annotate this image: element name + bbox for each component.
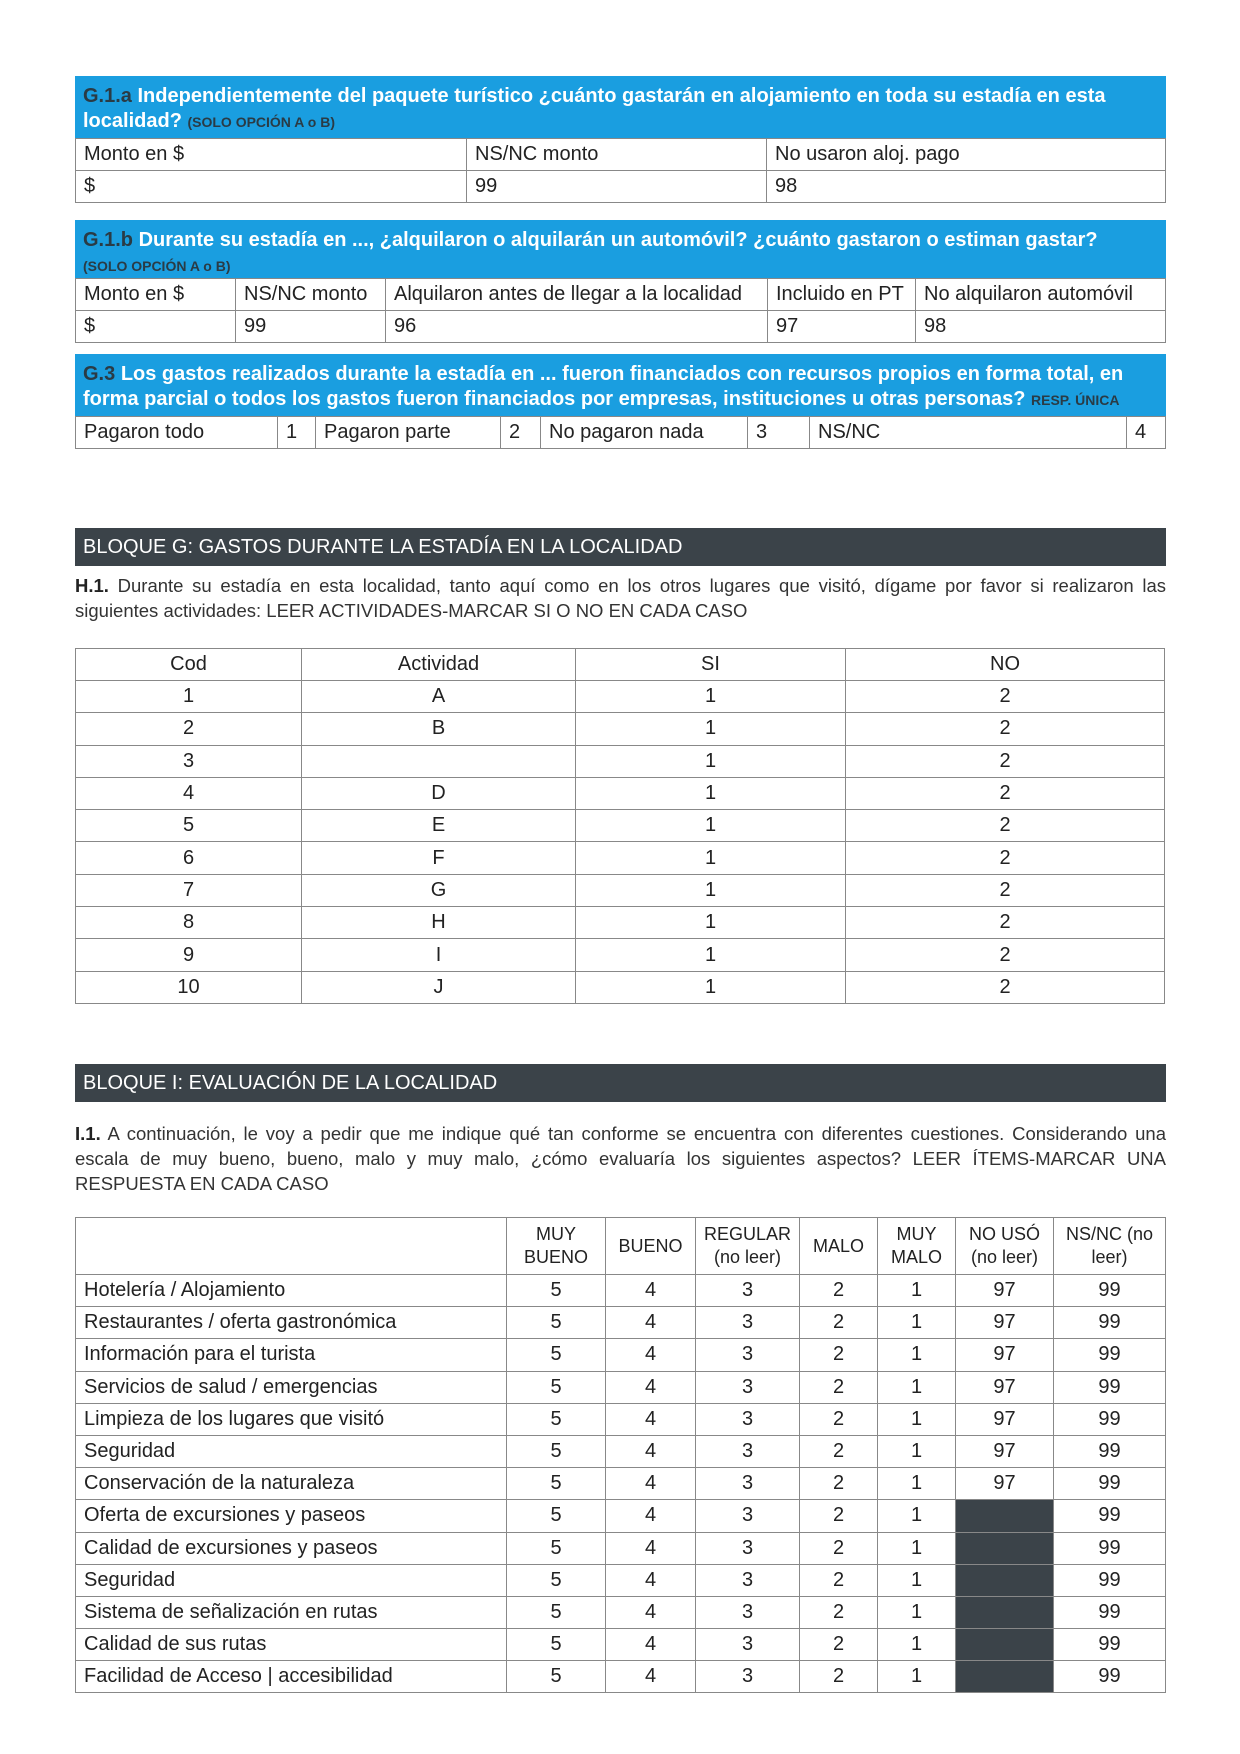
eval-option[interactable]: 97 [956,1403,1054,1435]
eval-option[interactable]: 2 [800,1596,878,1628]
eval-option[interactable]: 2 [800,1500,878,1532]
activity-name: B [302,713,576,745]
g1a-header-cell: No usaron aloj. pago [767,139,1166,171]
eval-option[interactable]: 99 [1054,1661,1166,1693]
g1a-header-cell: Monto en $ [76,139,467,171]
activity-si[interactable]: 1 [576,777,846,809]
eval-item: Limpieza de los lugares que visitó [76,1403,507,1435]
eval-option[interactable]: 1 [878,1403,956,1435]
eval-item: Facilidad de Acceso | accesibilidad [76,1661,507,1693]
h1-code: H.1. [75,575,109,596]
eval-option[interactable]: 3 [696,1339,800,1371]
eval-option[interactable]: 2 [800,1339,878,1371]
g1b-question-header [75,220,1166,278]
activities-row [76,777,1165,809]
activity-no[interactable]: 2 [846,810,1165,842]
eval-option[interactable]: 1 [878,1275,956,1307]
eval-option[interactable]: 3 [696,1532,800,1564]
g3-option-code[interactable]: 2 [501,417,541,449]
eval-option[interactable]: 97 [956,1435,1054,1467]
eval-option[interactable]: 1 [878,1596,956,1628]
eval-option[interactable]: 4 [606,1371,696,1403]
evaluation-rows [76,1275,1166,1693]
activity-si[interactable]: 1 [576,939,846,971]
eval-row [76,1307,1166,1339]
activities-header: Actividad [302,649,576,681]
eval-option[interactable]: 5 [507,1371,606,1403]
eval-option[interactable]: 5 [507,1500,606,1532]
eval-header: MUY MALO [878,1218,956,1275]
g3-option-label: NS/NC [810,417,1127,449]
eval-disabled-cell [956,1564,1054,1596]
eval-option[interactable]: 5 [507,1596,606,1628]
g1a-table [75,138,1166,203]
eval-option[interactable]: 4 [606,1403,696,1435]
eval-option[interactable]: 5 [507,1339,606,1371]
eval-option[interactable]: 99 [1054,1564,1166,1596]
eval-item: Hotelería / Alojamiento [76,1275,507,1307]
g3-option-code[interactable]: 1 [278,417,316,449]
g1b-header-cell: Monto en $ [76,279,236,311]
eval-row [76,1500,1166,1532]
activity-no[interactable]: 2 [846,777,1165,809]
g3-option-code[interactable]: 4 [1127,417,1166,449]
eval-option[interactable]: 2 [800,1532,878,1564]
g1b-value-cell[interactable]: 97 [768,311,916,343]
eval-option[interactable]: 4 [606,1339,696,1371]
activity-name: G [302,874,576,906]
activity-name [302,745,576,777]
activity-name: A [302,681,576,713]
eval-row [76,1339,1166,1371]
eval-option[interactable]: 4 [606,1532,696,1564]
eval-option[interactable]: 99 [1054,1629,1166,1661]
eval-option[interactable]: 3 [696,1403,800,1435]
eval-option[interactable]: 1 [878,1500,956,1532]
eval-disabled-cell [956,1532,1054,1564]
g1b-header-cell: Incluido en PT [768,279,916,311]
activities-row [76,810,1165,842]
activity-name: D [302,777,576,809]
eval-option[interactable]: 99 [1054,1307,1166,1339]
activity-no[interactable]: 2 [846,681,1165,713]
activity-no[interactable]: 2 [846,842,1165,874]
g1b-header-cell: NS/NC monto [236,279,386,311]
eval-option[interactable]: 4 [606,1468,696,1500]
eval-option[interactable]: 4 [606,1435,696,1467]
eval-option[interactable]: 97 [956,1275,1054,1307]
activity-si[interactable]: 1 [576,842,846,874]
activity-cod: 8 [76,907,302,939]
eval-option[interactable]: 5 [507,1532,606,1564]
eval-option[interactable]: 99 [1054,1275,1166,1307]
eval-row [76,1403,1166,1435]
activities-header: Cod [76,649,302,681]
eval-option[interactable]: 1 [878,1629,956,1661]
eval-row [76,1564,1166,1596]
eval-option[interactable]: 5 [507,1468,606,1500]
g1b-code: G.1.b [83,229,134,251]
activity-si[interactable]: 1 [576,907,846,939]
eval-item: Calidad de sus rutas [76,1629,507,1661]
eval-option[interactable]: 1 [878,1468,956,1500]
activity-no[interactable]: 2 [846,874,1165,906]
block-g-header: BLOQUE G: GASTOS DURANTE LA ESTADÍA EN LA LOCALIDAD [75,528,1166,566]
eval-option[interactable]: 5 [507,1435,606,1467]
activities-row [76,713,1165,745]
eval-item: Conservación de la naturaleza [76,1468,507,1500]
eval-option[interactable]: 99 [1054,1596,1166,1628]
eval-option[interactable]: 3 [696,1596,800,1628]
eval-option[interactable]: 1 [878,1661,956,1693]
eval-option[interactable]: 2 [800,1468,878,1500]
activity-cod: 3 [76,745,302,777]
activities-row [76,907,1165,939]
eval-header: MUY BUENO [507,1218,606,1275]
activity-si[interactable]: 1 [576,713,846,745]
eval-option[interactable]: 3 [696,1661,800,1693]
i1-text: A continuación, le voy a pedir que me indique qué tan conforme se encuentra con diferentes cuestiones. Considerando una escala de muy bueno, bueno, malo y muy malo, ¿cómo evaluaría los siguientes aspectos? LEER ÍTEMS-MARCAR UNA RESPUESTA EN CADA CASO [75,1123,1166,1194]
activity-cod: 10 [76,971,302,1003]
activity-cod: 2 [76,713,302,745]
i1-code: I.1. [75,1123,101,1144]
g3-question: Los gastos realizados durante la estadía en ... fueron financiados con recursos propios en forma total, en forma parcial o todos los gastos fueron financiados por empresas, instituciones u otras personas? [83,363,1124,410]
g1b-question: Durante su estadía en ..., ¿alquilaron o alquilarán un automóvil? ¿cuánto gastaron o estiman gastar? [138,229,1098,251]
h1-question [75,573,1166,623]
eval-header: NO USÓ (no leer) [956,1218,1054,1275]
activity-cod: 4 [76,777,302,809]
eval-row [76,1275,1166,1307]
activities-header: NO [846,649,1165,681]
eval-option[interactable]: 5 [507,1661,606,1693]
eval-option[interactable]: 1 [878,1532,956,1564]
activity-name: F [302,842,576,874]
g3-code: G.3 [83,363,116,385]
g1a-question: Independientemente del paquete turístico ¿cuánto gastarán en alojamiento en toda su estadía en esta localidad? [83,85,1106,132]
eval-row [76,1661,1166,1693]
g1b-value-cell[interactable]: 99 [236,311,386,343]
activity-cod: 1 [76,681,302,713]
g1a-value-cell[interactable]: $ [76,171,467,203]
eval-header-blank [76,1218,507,1275]
eval-option[interactable]: 1 [878,1339,956,1371]
activities-row [76,745,1165,777]
eval-option[interactable]: 2 [800,1435,878,1467]
eval-option[interactable]: 4 [606,1596,696,1628]
eval-option[interactable]: 1 [878,1307,956,1339]
eval-option[interactable]: 99 [1054,1468,1166,1500]
g1a-value-cell[interactable]: 98 [767,171,1166,203]
eval-disabled-cell [956,1596,1054,1628]
eval-item: Información para el turista [76,1339,507,1371]
activities-row [76,971,1165,1003]
activities-row [76,681,1165,713]
activities-row [76,939,1165,971]
eval-option[interactable]: 5 [507,1629,606,1661]
eval-option[interactable]: 2 [800,1275,878,1307]
eval-option[interactable]: 5 [507,1275,606,1307]
eval-item: Sistema de señalización en rutas [76,1596,507,1628]
eval-row [76,1596,1166,1628]
eval-item: Seguridad [76,1435,507,1467]
eval-option[interactable]: 3 [696,1629,800,1661]
g3-question-header [75,354,1166,416]
eval-option[interactable]: 97 [956,1371,1054,1403]
g3-option-code[interactable]: 3 [748,417,810,449]
eval-option[interactable]: 99 [1054,1403,1166,1435]
activity-si[interactable]: 1 [576,874,846,906]
eval-disabled-cell [956,1500,1054,1532]
evaluation-table [75,1217,1166,1693]
eval-row [76,1435,1166,1467]
eval-option[interactable]: 2 [800,1661,878,1693]
activity-si[interactable]: 1 [576,971,846,1003]
block-i-header: BLOQUE I: EVALUACIÓN DE LA LOCALIDAD [75,1064,1166,1102]
g1a-question-header [75,76,1166,138]
activity-no[interactable]: 2 [846,713,1165,745]
g1b-value-cell[interactable]: 98 [916,311,1166,343]
eval-option[interactable]: 99 [1054,1500,1166,1532]
g1a-header-cell: NS/NC monto [467,139,767,171]
eval-header: NS/NC (no leer) [1054,1218,1166,1275]
activities-table [75,648,1165,1004]
eval-item: Servicios de salud / emergencias [76,1371,507,1403]
activity-cod: 7 [76,874,302,906]
g3-option-label: Pagaron parte [316,417,501,449]
eval-item: Seguridad [76,1564,507,1596]
activity-name: J [302,971,576,1003]
eval-option[interactable]: 3 [696,1468,800,1500]
eval-option[interactable]: 5 [507,1564,606,1596]
eval-option[interactable]: 2 [800,1403,878,1435]
eval-option[interactable]: 4 [606,1500,696,1532]
eval-option[interactable]: 4 [606,1564,696,1596]
g3-note: RESP. ÚNICA [1031,392,1120,408]
h1-text: Durante su estadía en esta localidad, tanto aquí como en los otros lugares que visitó, dígame por favor si realizaron las siguientes actividades: LEER ACTIVIDADES-MARCAR SI O NO EN CADA CASO [75,575,1166,621]
i1-question [75,1121,1166,1196]
g1a-code: G.1.a [83,85,132,107]
activity-name: E [302,810,576,842]
eval-option[interactable]: 3 [696,1371,800,1403]
eval-option[interactable]: 2 [800,1307,878,1339]
g1b-value-cell[interactable]: 96 [386,311,768,343]
activity-no[interactable]: 2 [846,907,1165,939]
activity-si[interactable]: 1 [576,681,846,713]
eval-option[interactable]: 2 [800,1629,878,1661]
g1a-note: (SOLO OPCIÓN A o B) [187,114,335,130]
eval-option[interactable]: 4 [606,1275,696,1307]
eval-header: MALO [800,1218,878,1275]
eval-option[interactable]: 3 [696,1307,800,1339]
eval-option[interactable]: 99 [1054,1532,1166,1564]
eval-option[interactable]: 5 [507,1307,606,1339]
g3-table [75,416,1166,449]
eval-option[interactable]: 3 [696,1275,800,1307]
eval-item: Restaurantes / oferta gastronómica [76,1307,507,1339]
eval-option[interactable]: 2 [800,1564,878,1596]
activity-no[interactable]: 2 [846,745,1165,777]
eval-option[interactable]: 3 [696,1435,800,1467]
g1b-note: (SOLO OPCIÓN A o B) [83,258,231,274]
eval-option[interactable]: 4 [606,1629,696,1661]
activity-si[interactable]: 1 [576,745,846,777]
eval-option[interactable]: 97 [956,1468,1054,1500]
eval-option[interactable]: 97 [956,1307,1054,1339]
activity-no[interactable]: 2 [846,971,1165,1003]
eval-header: REGULAR (no leer) [696,1218,800,1275]
g1b-header-cell: Alquilaron antes de llegar a la localidad [386,279,768,311]
eval-option[interactable]: 3 [696,1564,800,1596]
eval-item: Calidad de excursiones y paseos [76,1532,507,1564]
activity-cod: 6 [76,842,302,874]
g1b-header-cell: No alquilaron automóvil [916,279,1166,311]
g3-option-label: Pagaron todo [76,417,278,449]
activity-cod: 9 [76,939,302,971]
g1b-table [75,278,1166,343]
eval-item: Oferta de excursiones y paseos [76,1500,507,1532]
activity-name: H [302,907,576,939]
eval-header: BUENO [606,1218,696,1275]
eval-option[interactable]: 99 [1054,1339,1166,1371]
eval-row [76,1468,1166,1500]
eval-row [76,1371,1166,1403]
eval-option[interactable]: 3 [696,1500,800,1532]
activity-no[interactable]: 2 [846,939,1165,971]
g3-option-label: No pagaron nada [541,417,748,449]
eval-row [76,1629,1166,1661]
activity-cod: 5 [76,810,302,842]
g1a-value-cell[interactable]: 99 [467,171,767,203]
eval-option[interactable]: 97 [956,1339,1054,1371]
activities-header: SI [576,649,846,681]
eval-option[interactable]: 1 [878,1564,956,1596]
eval-option[interactable]: 1 [878,1371,956,1403]
eval-option[interactable]: 4 [606,1661,696,1693]
eval-disabled-cell [956,1629,1054,1661]
eval-row [76,1532,1166,1564]
activities-row [76,874,1165,906]
g1b-value-cell[interactable]: $ [76,311,236,343]
eval-option[interactable]: 99 [1054,1435,1166,1467]
activity-name: I [302,939,576,971]
eval-option[interactable]: 4 [606,1307,696,1339]
eval-option[interactable]: 99 [1054,1371,1166,1403]
activities-row [76,842,1165,874]
eval-option[interactable]: 2 [800,1371,878,1403]
eval-option[interactable]: 5 [507,1403,606,1435]
activity-si[interactable]: 1 [576,810,846,842]
eval-disabled-cell [956,1661,1054,1693]
eval-option[interactable]: 1 [878,1435,956,1467]
